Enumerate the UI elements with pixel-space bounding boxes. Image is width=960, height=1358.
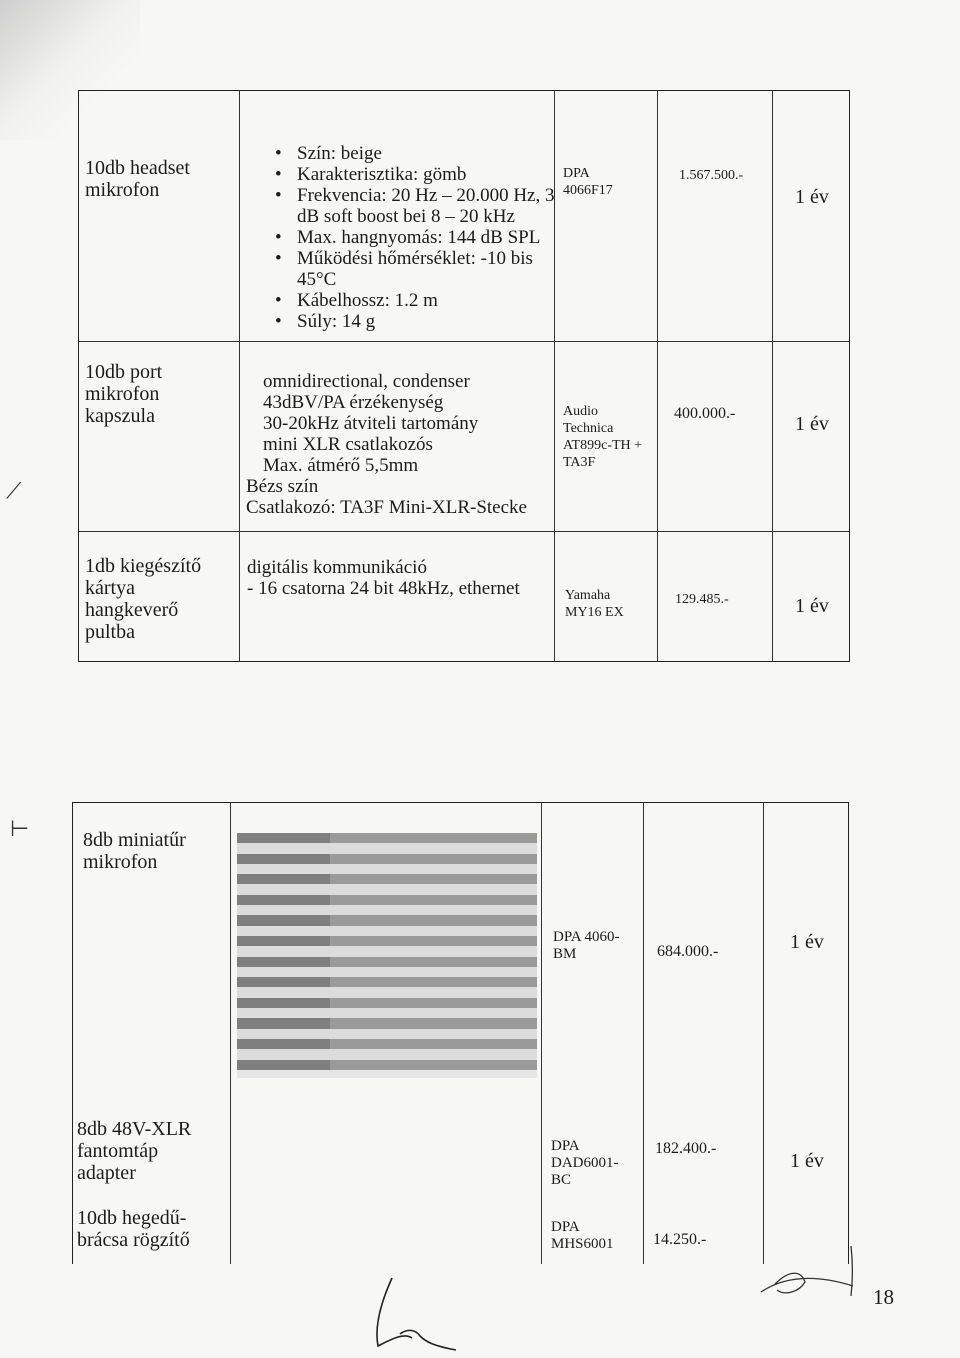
table-row <box>73 1118 848 1198</box>
table-row <box>73 803 848 1093</box>
price: 400.000.- <box>674 405 736 422</box>
spec-list: omnidirectional, condenser 43dBV/PA érzékenység 30-20kHz átviteli tartomány mini XLR csatlakozós Max. átmérő 5,5mm Bézs szín Csatlakozó: TA3F Mini-XLR-Stecke <box>246 371 527 518</box>
item-name: 10db port mikrofon kapszula <box>85 361 163 427</box>
table-row <box>73 1207 848 1265</box>
margin-tick: ⟋ <box>6 478 22 503</box>
spec-text: digitális kommunikáció - 16 csatorna 24 bit 48kHz, ethernet <box>247 557 520 599</box>
brand-model: Yamaha MY16 EX <box>565 588 624 620</box>
brand-model: DPA 4060- BM <box>553 929 620 962</box>
equipment-table-bottom <box>72 802 849 1264</box>
table-row <box>79 531 849 663</box>
price: 14.250.- <box>653 1231 707 1248</box>
warranty: 1 év <box>795 186 829 208</box>
table-row <box>79 91 849 341</box>
item-name: 8db 48V-XLR fantomtáp adapter <box>77 1118 192 1184</box>
brand-model: DPA DAD6001- BC <box>551 1138 619 1188</box>
margin-tick: ⊢ <box>10 816 30 841</box>
warranty: 1 év <box>795 595 829 617</box>
price: 182.400.- <box>655 1140 717 1157</box>
price: 1.567.500.- <box>679 168 744 183</box>
item-name: 1db kiegészítő kártya hangkeverő pultba <box>85 555 202 643</box>
table-row <box>79 341 849 531</box>
page-number: 18 <box>873 1285 894 1309</box>
price: 684.000.- <box>657 943 719 960</box>
brand-model: Audio Technica AT899c-TH + TA3F <box>563 404 643 470</box>
signature-mark <box>360 1270 470 1356</box>
warranty: 1 év <box>790 931 824 953</box>
price: 129.485.- <box>675 592 729 607</box>
item-name: 8db miniatűr mikrofon <box>83 829 186 873</box>
spec-sheet-image <box>237 833 537 1078</box>
item-name: 10db headset mikrofon <box>85 157 190 201</box>
brand-model: DPA 4066F17 <box>563 166 613 198</box>
item-name: 10db hegedű- brácsa rögzítő <box>77 1207 190 1251</box>
initials-mark <box>755 1240 875 1320</box>
warranty: 1 év <box>795 413 829 435</box>
brand-model: DPA MHS6001 <box>551 1219 614 1252</box>
equipment-table-top <box>78 90 850 662</box>
spec-list: • Szín: beige • Karakterisztika: gömb • Frekvencia: 20 Hz – 20.000 Hz, 3 dB soft boost bei 8 – 20 kHz • Max. hangnyomás: 144 dB SPL • Működési hőmérséklet: -10 bis 45°C • Kábelhossz: 1.2 m • Súly: 14 g <box>275 143 565 332</box>
warranty: 1 év <box>790 1150 824 1172</box>
